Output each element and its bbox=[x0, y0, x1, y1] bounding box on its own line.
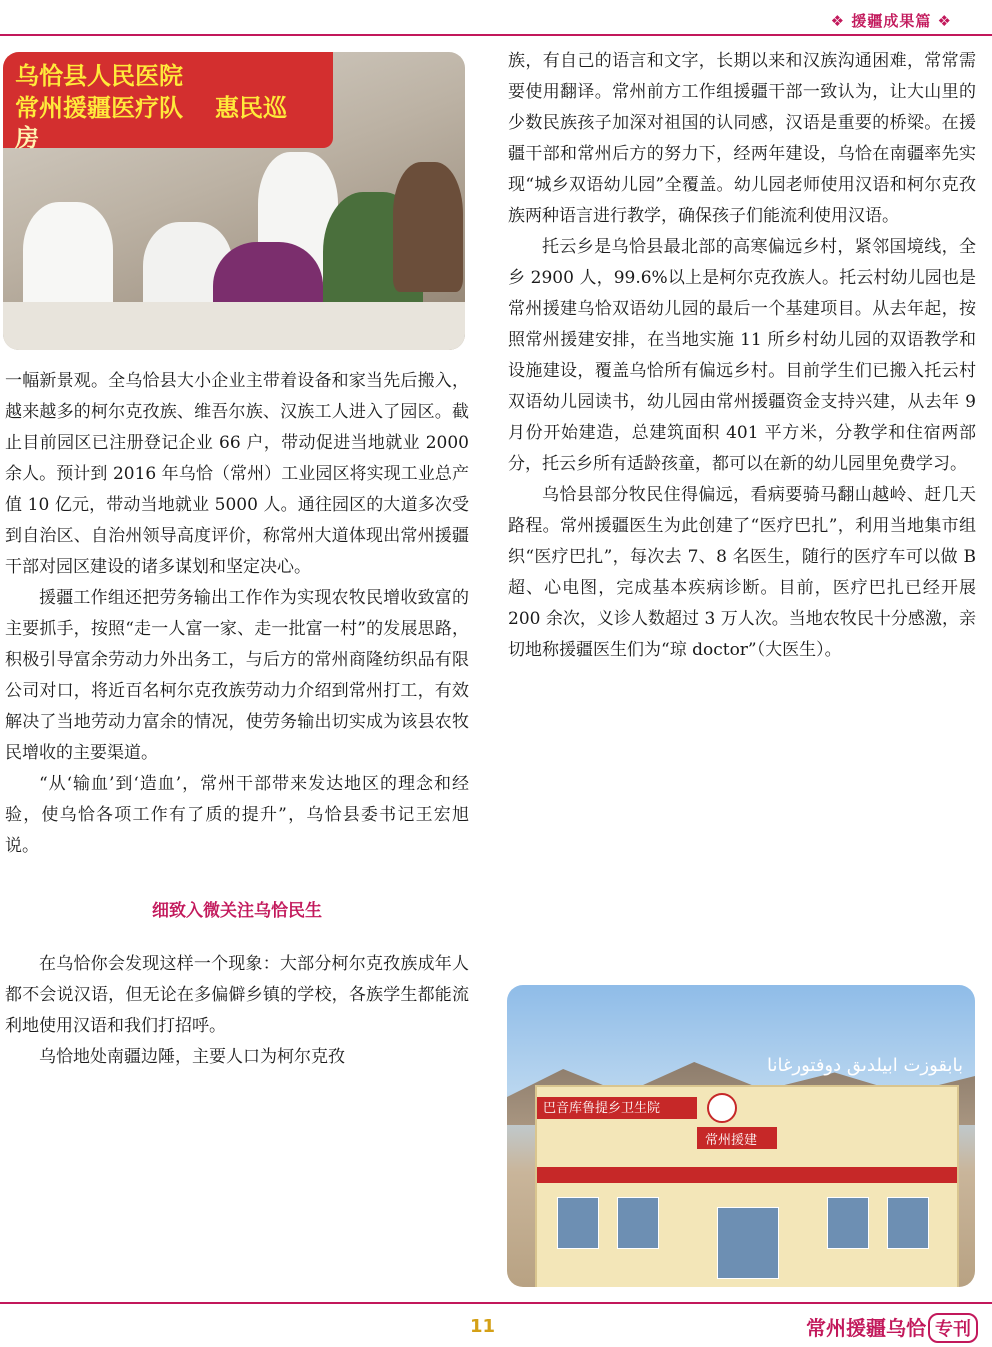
banner-line-4: 房 bbox=[15, 124, 39, 152]
article-paragraph: 乌恰县部分牧民住得偏远，看病要骑马翻山越岭、赶几天路程。常州援疆医生为此创建了“医疗巴扎”，利用当地集市组织“医疗巴扎”，每次去 7、8 名医生，随行的医疗车可以做 B 超、心电图，完成基本疾病诊断。目前，医疗巴扎已经开展 200 余次，义诊人数超过 3 万人次。当地农牧民十分感激，亲切地称援疆医生们为“琼 doctor”（大医生）。 bbox=[508, 485, 976, 660]
footer-brand bbox=[806, 1312, 978, 1343]
banner-line-3: 惠民巡 bbox=[215, 94, 287, 122]
article-paragraph: 乌恰地处南疆边陲，主要人口为柯尔克孜 bbox=[39, 1047, 345, 1067]
photo-health-center bbox=[507, 985, 975, 1287]
article-paragraph: 援疆工作组还把劳务输出工作作为实现农牧民增收致富的主要抓手，按照“走一人富一家、走一批富一村”的发展思路，积极引导富余劳动力外出务工，与后方的常州商隆纺织品有限公司对口，将近百名柯尔克孜族劳动力介绍到常州打工，有效解决了当地劳动力富余的情况，使劳务输出切实成为该县农牧民增收的主要渠道。 bbox=[5, 588, 469, 763]
window bbox=[557, 1197, 599, 1249]
desk bbox=[3, 302, 465, 350]
window bbox=[717, 1207, 779, 1279]
right-text-column bbox=[508, 46, 976, 666]
photo-medical-team bbox=[3, 52, 465, 350]
article-paragraph: 族，有自己的语言和文字，长期以来和汉族沟通困难，常常需要使用翻译。常州前方工作组援疆干部一致认为，让大山里的少数民族孩子加深对祖国的认同感，汉语是重要的桥梁。在援疆干部和常州后方的努力下，经两年建设，乌恰在南疆率先实现“城乡双语幼儿园”全覆盖。幼儿园老师使用汉语和柯尔克孜族两种语言进行教学，确保孩子们能流利使用汉语。 bbox=[508, 51, 976, 226]
photo-banner bbox=[3, 52, 333, 152]
window bbox=[887, 1197, 929, 1249]
sign-chinese: 巴音库鲁提乡卫生院 bbox=[543, 1101, 661, 1116]
header-divider bbox=[0, 34, 992, 36]
sign-uyghur: بابقوزت ابيلدىق دوفتورغانا bbox=[767, 1055, 963, 1076]
article-paragraph: 托云乡是乌恰县最北部的高寒偏远乡村，紧邻国境线，全乡 2900 人，99.6%以上是柯尔克孜族人。托云村幼儿园也是常州援建乌恰双语幼儿园的最后一个基建项目。从去年起，按照常州援建安排，在当地实施 11 所乡村幼儿园的双语教学和设施建设，覆盖乌恰所有偏远乡村。目前学生们已搬入托云村双语幼儿园读书，幼儿园由常州援疆资金支持兴建，从去年 9 月份开始建造，总建筑面积 401 平方米，分教学和住宿两部分，托云乡所有适龄孩童，都可以在新的幼儿园里免费学习。 bbox=[508, 237, 976, 474]
brand-text: 常州援疆乌恰 bbox=[806, 1316, 926, 1340]
red-band bbox=[537, 1167, 957, 1183]
section-header-label: ❖ 援疆成果篇 ❖ bbox=[830, 12, 952, 30]
banner-line-1: 乌恰县人民医院 bbox=[15, 62, 183, 90]
brand-badge: 专刊 bbox=[928, 1313, 978, 1343]
cross-icon bbox=[707, 1093, 737, 1123]
sign-aid: 常州援建 bbox=[705, 1133, 758, 1148]
article-paragraph: 一幅新景观。全乌恰县大小企业主带着设备和家当先后搬入，越来越多的柯尔克孜族、维吾尔族、汉族工人进入了园区。截止目前园区已注册登记企业 66 户，带动促进当地就业 2000 余人。预计到 2016 年乌恰（常州）工业园区将实现工业总产值 10 亿元，带动当地就业 5000 人。通往园区的大道多次受到自治区、自治州领导高度评价，称常州大道体现出常州援疆干部对园区建设的诸多谋划和坚定决心。 bbox=[5, 371, 469, 577]
footer-divider bbox=[0, 1302, 992, 1304]
window bbox=[827, 1197, 869, 1249]
left-text-column bbox=[5, 366, 469, 1073]
banner-line-2: 常州援疆医疗队 bbox=[15, 94, 183, 122]
section-subheading: 细致入微关注乌恰民生 bbox=[152, 901, 322, 921]
article-paragraph: “从‘输血’到‘造血’，常州干部带来发达地区的理念和经验，使乌恰各项工作有了质的提升”，乌恰县委书记王宏旭说。 bbox=[5, 774, 469, 856]
patient-figure bbox=[393, 162, 463, 292]
article-paragraph: 在乌恰你会发现这样一个现象：大部分柯尔克孜族成年人都不会说汉语，但无论在多偏僻乡镇的学校，各族学生都能流利地使用汉语和我们打招呼。 bbox=[5, 954, 469, 1036]
window bbox=[617, 1197, 659, 1249]
page-number: 11 bbox=[470, 1316, 496, 1337]
building bbox=[535, 1085, 959, 1287]
